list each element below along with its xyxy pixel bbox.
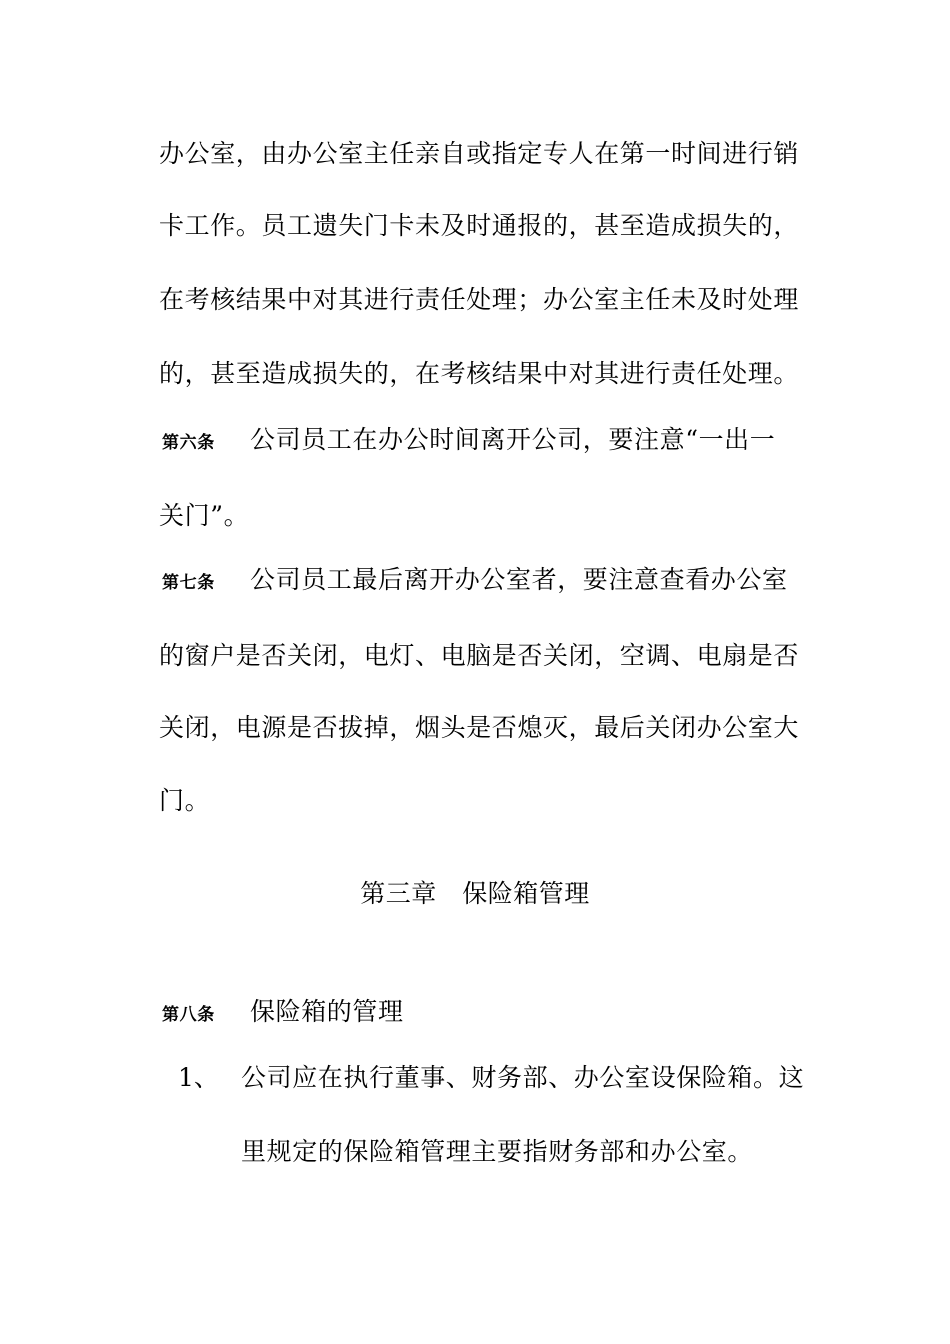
article-7-line: 的窗户是否关闭，电灯、电脑是否关闭，空调、电扇是否 — [159, 641, 800, 670]
list-item-line: 里规定的保险箱管理主要指财务部和办公室。 — [241, 1137, 754, 1166]
article-8-label: 第八条 — [162, 1005, 215, 1025]
article-8-text: 保险箱的管理 — [250, 997, 404, 1026]
article-7-label: 第七条 — [162, 573, 215, 593]
paragraph-line: 办公室，由办公室主任亲自或指定专人在第一时间进行销 — [159, 139, 800, 168]
list-item-number: 1、 — [178, 1063, 219, 1092]
list-item-line: 公司应在执行董事、财务部、办公室设保险箱。这 — [241, 1063, 805, 1092]
paragraph-line: 在考核结果中对其进行责任处理；办公室主任未及时处理 — [159, 285, 800, 314]
article-7 — [162, 563, 788, 600]
article-6-text: 公司员工在办公时间离开公司，要注意“一出一 — [250, 425, 776, 454]
article-6-label: 第六条 — [162, 433, 215, 453]
paragraph-line: 卡工作。员工遗失门卡未及时通报的，甚至造成损失的， — [159, 211, 800, 240]
article-7-line: 门。 — [159, 786, 211, 815]
article-7-text: 公司员工最后离开办公室者，要注意查看办公室 — [250, 565, 788, 594]
paragraph-line: 的，甚至造成损失的，在考核结果中对其进行责任处理。 — [159, 359, 800, 388]
article-6 — [162, 423, 775, 460]
article-7-line: 关闭，电源是否拔掉，烟头是否熄灭，最后关闭办公室大 — [159, 713, 800, 742]
article-6-line: 关门”。 — [159, 501, 250, 530]
article-8 — [162, 995, 404, 1032]
chapter-3-heading: 第三章 保险箱管理 — [360, 879, 590, 908]
